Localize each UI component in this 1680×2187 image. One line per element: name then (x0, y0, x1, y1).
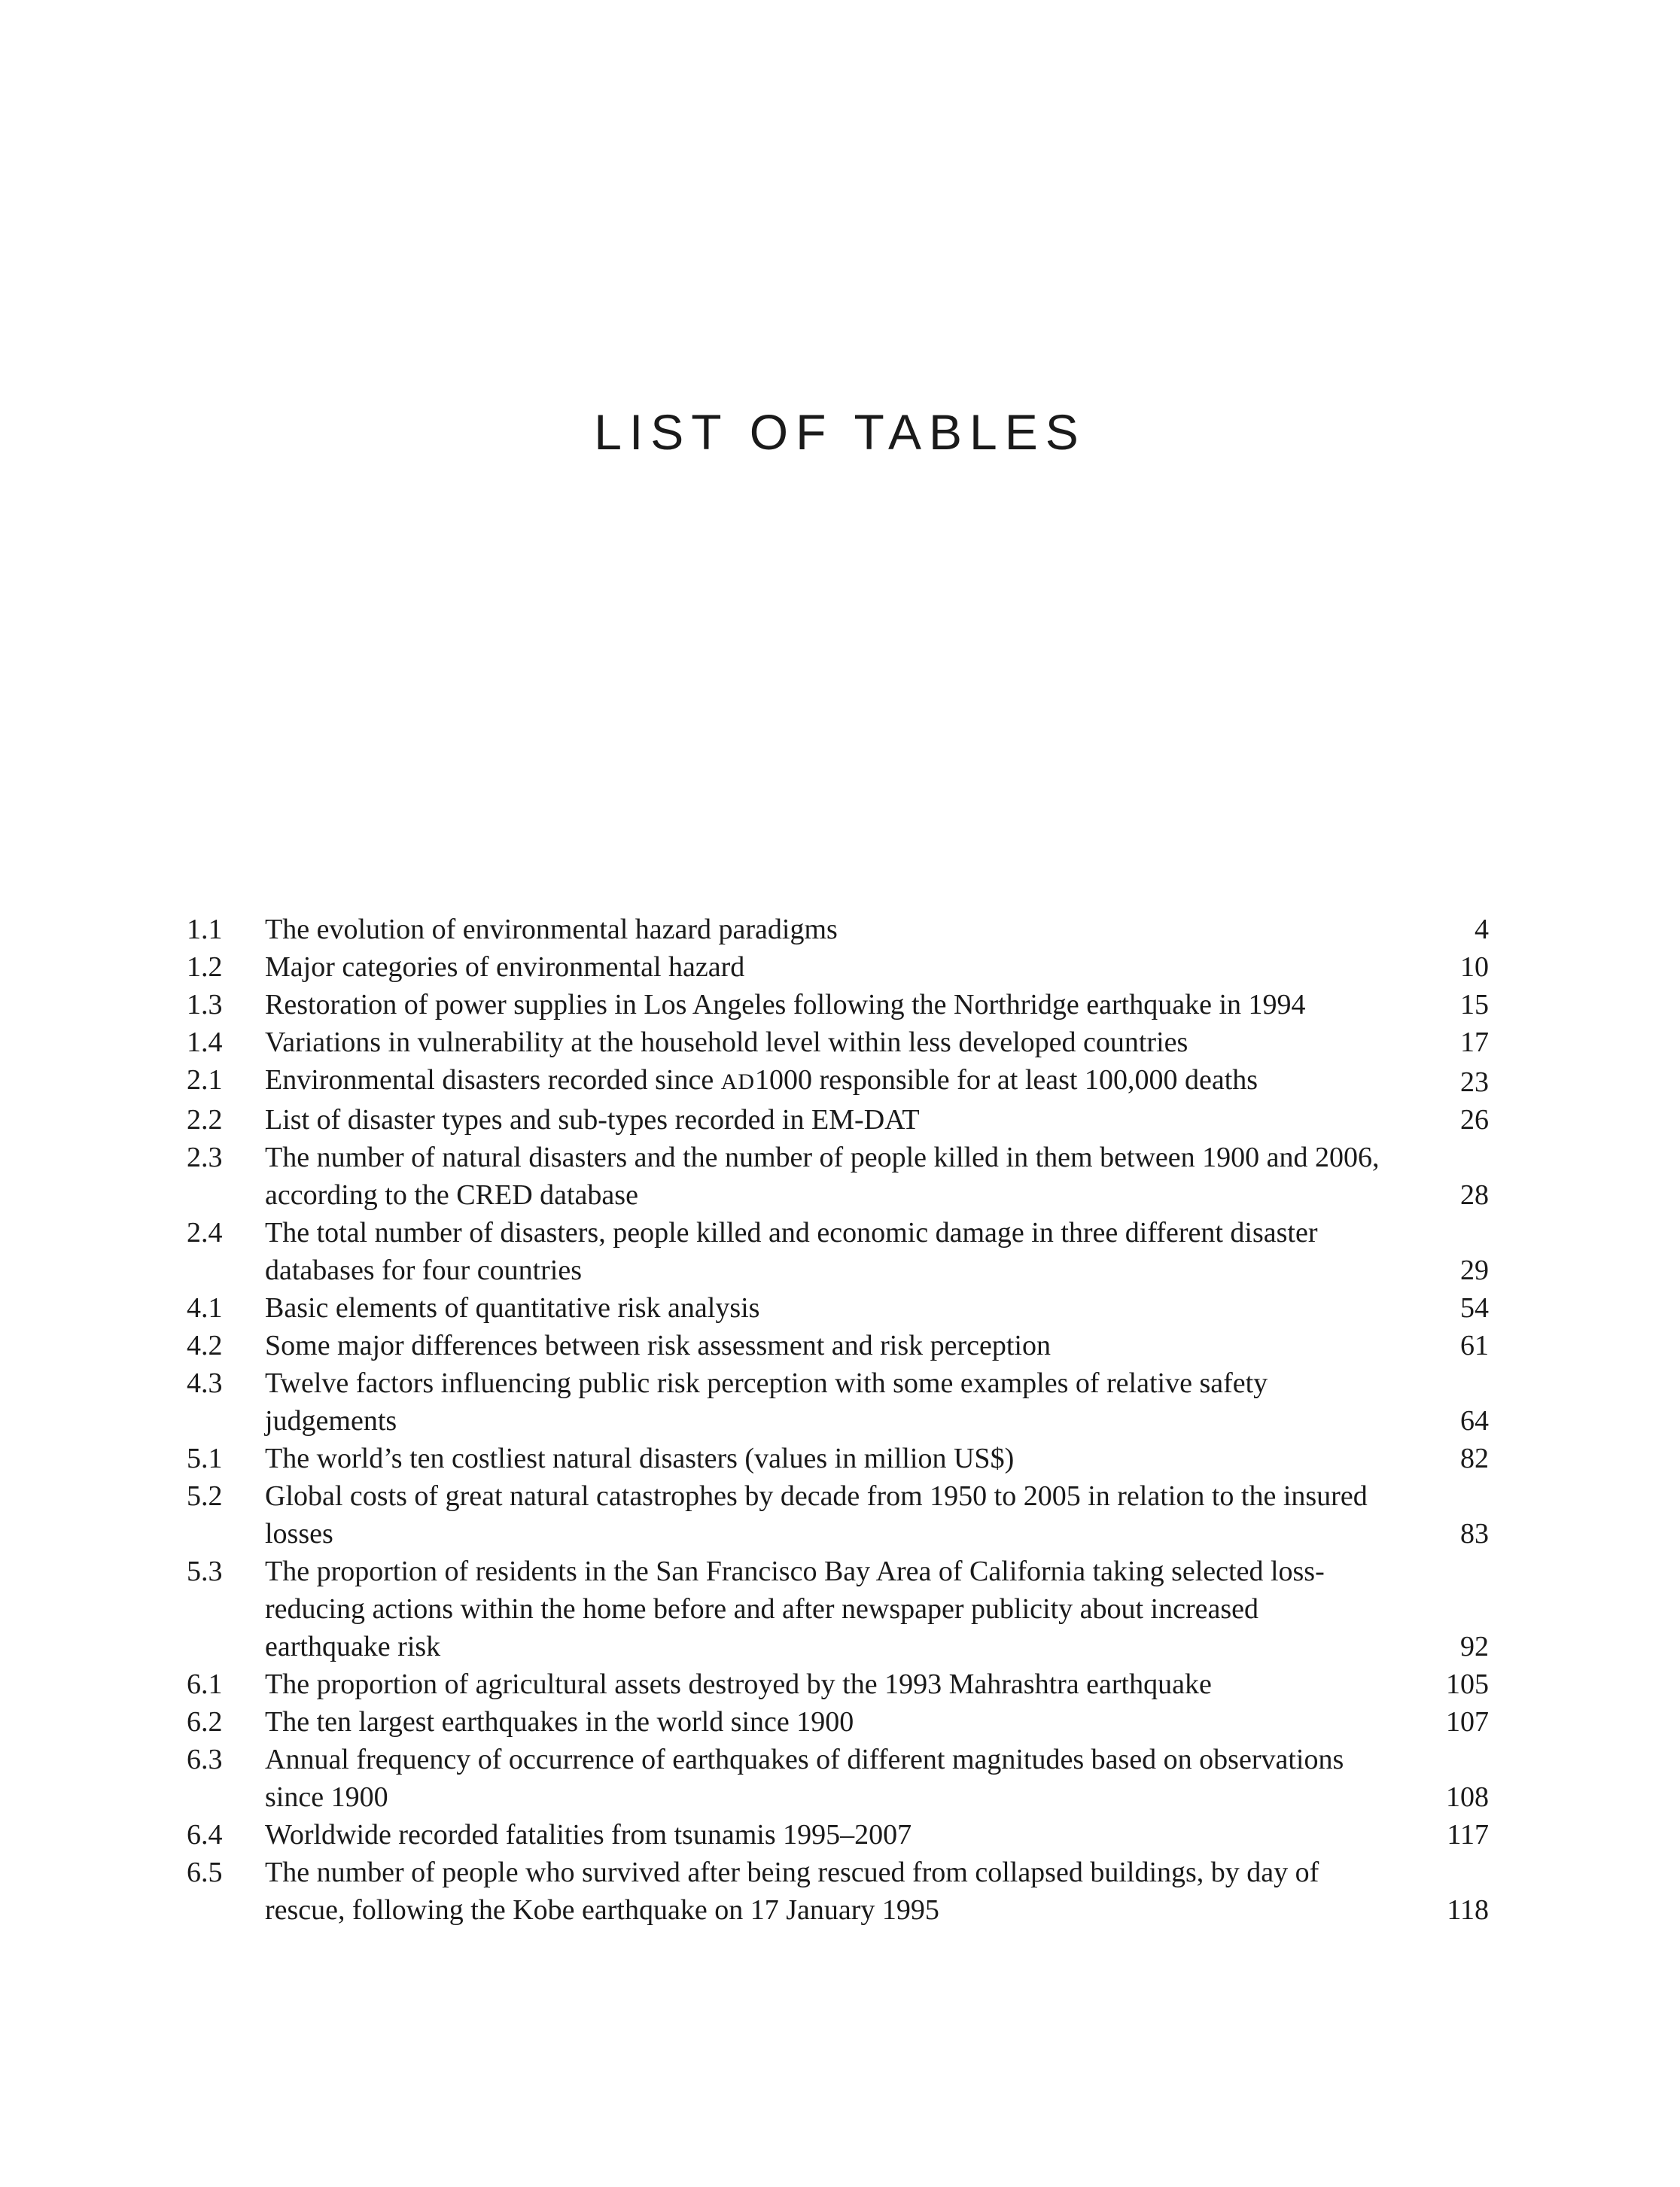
list-item (187, 948, 1489, 986)
page-number: 54 (1460, 1292, 1489, 1324)
page-number: 29 (1460, 1255, 1489, 1286)
table-title: The world’s ten costliest natural disasters (values in million US$) (265, 1443, 1015, 1474)
table-number: 5.2 (187, 1480, 223, 1512)
list-item (187, 986, 1489, 1024)
table-title: The proportion of residents in the San Francisco Bay Area of California taking selected loss-reducing actions within the home before and after newspaper publicity about increased earthquake risk (265, 1556, 1325, 1662)
page-number: 105 (1446, 1668, 1489, 1700)
list-item (187, 1364, 1489, 1440)
page-number: 117 (1447, 1819, 1489, 1851)
page-number: 107 (1446, 1706, 1489, 1738)
table-number: 6.2 (187, 1706, 223, 1738)
page-number: 26 (1460, 1104, 1489, 1136)
table-number: 1.1 (187, 914, 223, 945)
list-item (187, 1854, 1489, 1929)
page-number: 92 (1460, 1631, 1489, 1662)
table-number: 4.1 (187, 1292, 223, 1324)
page-number: 82 (1460, 1443, 1489, 1474)
table-number: 5.3 (187, 1556, 223, 1587)
list-item (187, 1477, 1489, 1553)
list-item (187, 1139, 1489, 1214)
table-title: The evolution of environmental hazard paradigms (265, 914, 838, 945)
table-number: 6.5 (187, 1857, 223, 1888)
table-number: 4.2 (187, 1330, 223, 1361)
list-item (187, 1553, 1489, 1665)
table-title: Major categories of environmental hazard (265, 951, 745, 983)
table-title: Some major differences between risk assessment and risk perception (265, 1330, 1051, 1361)
list-item (187, 1214, 1489, 1289)
table-title: Annual frequency of occurrence of earthquakes of different magnitudes based on observations since 1900 (265, 1744, 1344, 1813)
list-item (187, 1816, 1489, 1854)
table-title: The total number of disasters, people killed and economic damage in three different disaster databases for four countries (265, 1217, 1318, 1286)
list-item (187, 911, 1489, 948)
table-number: 2.2 (187, 1104, 223, 1136)
page-number: 61 (1460, 1330, 1489, 1361)
page-number: 10 (1460, 951, 1489, 983)
table-title: Restoration of power supplies in Los Angeles following the Northridge earthquake in 1994 (265, 989, 1306, 1020)
page-number: 17 (1460, 1027, 1489, 1058)
table-title: The ten largest earthquakes in the world since 1900 (265, 1706, 854, 1738)
list-item (187, 1440, 1489, 1477)
page-number: 4 (1475, 914, 1489, 945)
table-number: 2.1 (187, 1064, 223, 1096)
list-item (187, 1665, 1489, 1703)
table-title: The number of natural disasters and the number of people killed in them between 1900 and 2006, according to the CRED database (265, 1142, 1380, 1211)
page-number: 83 (1460, 1518, 1489, 1550)
list-item (187, 1061, 1489, 1101)
page-title: LIST OF TABLES (594, 404, 1086, 460)
list-item (187, 1703, 1489, 1741)
list-item (187, 1741, 1489, 1816)
table-number: 2.4 (187, 1217, 223, 1249)
page-number: 28 (1460, 1179, 1489, 1211)
table-title-text: 1000 responsible for at least 100,000 deaths (755, 1064, 1258, 1096)
table-number: 6.3 (187, 1744, 223, 1775)
list-item (187, 1101, 1489, 1139)
table-title: Global costs of great natural catastrophes by decade from 1950 to 2005 in relation to the insured losses (265, 1480, 1368, 1550)
table-title: Basic elements of quantitative risk analysis (265, 1292, 760, 1324)
table-title: Twelve factors influencing public risk perception with some examples of relative safety judgements (265, 1367, 1268, 1437)
table-title: List of disaster types and sub-types recorded in EM-DAT (265, 1104, 920, 1136)
page-number: 64 (1460, 1405, 1489, 1437)
table-title-text: Environmental disasters recorded since (265, 1064, 721, 1096)
table-number: 1.3 (187, 989, 223, 1020)
era-abbreviation: AD (720, 1069, 756, 1094)
table-number: 6.4 (187, 1819, 223, 1851)
table-title: The proportion of agricultural assets destroyed by the 1993 Mahrashtra earthquake (265, 1668, 1212, 1700)
table-title: The number of people who survived after being rescued from collapsed buildings, by day of rescue, following the Kobe earthquake on 17 January 1995 (265, 1857, 1319, 1926)
list-item (187, 1024, 1489, 1061)
page-number: 108 (1446, 1781, 1489, 1813)
list-item (187, 1327, 1489, 1364)
page-number: 118 (1447, 1894, 1489, 1926)
table-number: 2.3 (187, 1142, 223, 1173)
page-number: 23 (1460, 1066, 1489, 1098)
table-number: 5.1 (187, 1443, 223, 1474)
table-list (187, 911, 1489, 1929)
table-title: Worldwide recorded fatalities from tsunamis 1995–2007 (265, 1819, 912, 1851)
table-title: Variations in vulnerability at the household level within less developed countries (265, 1027, 1188, 1058)
table-number: 4.3 (187, 1367, 223, 1399)
table-number: 1.2 (187, 951, 223, 983)
table-number: 1.4 (187, 1027, 223, 1058)
page-number: 15 (1460, 989, 1489, 1020)
list-item (187, 1289, 1489, 1327)
table-number: 6.1 (187, 1668, 223, 1700)
table-title (265, 1061, 1421, 1101)
